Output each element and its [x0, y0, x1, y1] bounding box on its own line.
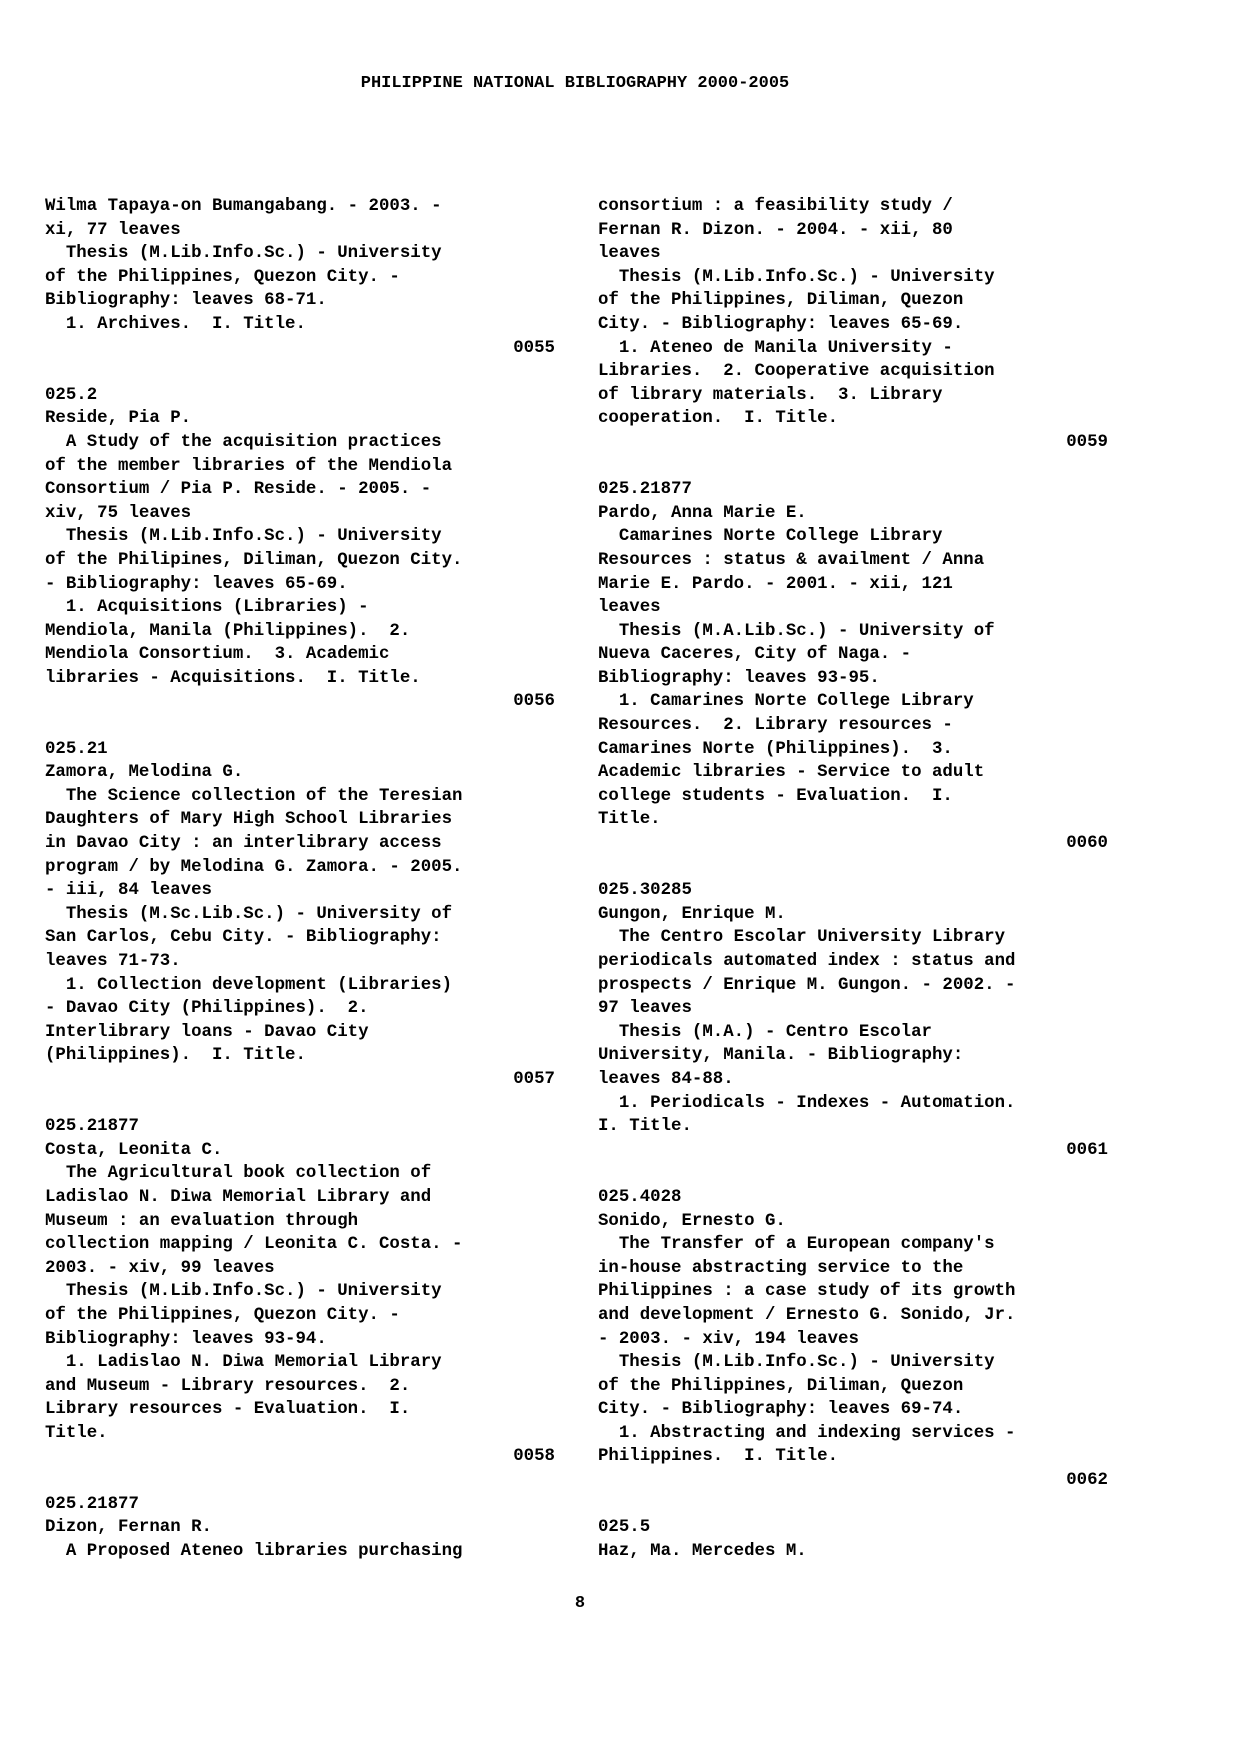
entry-line: Nueva Caceres, City of Naga. -	[598, 645, 912, 665]
entry-line: Libraries. 2. Cooperative acquisition	[598, 362, 995, 382]
entry-line: San Carlos, Cebu City. - Bibliography:	[45, 928, 442, 948]
entry-line: 025.21	[45, 739, 108, 759]
record-number: 0062	[1066, 1471, 1108, 1491]
entry-line: 1. Collection development (Libraries)	[45, 975, 453, 995]
entry-line: 025.30285	[598, 881, 692, 901]
entry-line: Ladislao N. Diwa Memorial Library and	[45, 1187, 432, 1207]
entry-line: 1. Ladislao N. Diwa Memorial Library	[45, 1353, 442, 1373]
entry-line: leaves	[598, 598, 661, 618]
left-column	[45, 195, 555, 1563]
entry-line: A Study of the acquisition practices	[45, 432, 442, 452]
entry-line: Thesis (M.A.) - Centro Escolar	[598, 1022, 932, 1042]
entry-line: The Agricultural book collection of	[45, 1164, 432, 1184]
entry-line: Bibliography: leaves 68-71.	[45, 291, 327, 311]
entry-line: Wilma Tapaya-on Bumangabang. - 2003. -	[45, 197, 442, 216]
entry-line: collection mapping / Leonita C. Costa. -	[45, 1235, 463, 1255]
entry-line: 1. Abstracting and indexing services -	[598, 1423, 1016, 1443]
record-number: 0061	[1066, 1140, 1108, 1160]
entry-line: 1. Periodicals - Indexes - Automation.	[598, 1093, 1016, 1113]
entry-line: college students - Evaluation. I.	[598, 786, 953, 806]
entry-line: 025.2	[45, 385, 98, 405]
entry-line: City. - Bibliography: leaves 65-69.	[598, 314, 964, 334]
entry-line: I. Title.	[598, 1117, 692, 1137]
entry-line: The Centro Escolar University Library	[598, 928, 1006, 948]
blank-line	[45, 1092, 555, 1116]
entry-line: 1. Acquisitions (Libraries) -	[45, 598, 369, 618]
entry-line: Resources : status & availment / Anna	[598, 550, 985, 570]
entry-line: Camarines Norte (Philippines). 3.	[598, 739, 953, 759]
entry-line: - iii, 84 leaves	[45, 881, 212, 901]
entry-line: of the Philippines, Quezon City. -	[45, 267, 400, 287]
entry-line: of the Philippines, Diliman, Quezon	[598, 291, 964, 311]
entry-line: leaves	[598, 244, 661, 264]
entry-line: Museum : an evaluation through	[45, 1211, 359, 1231]
entry-line: 025.21877	[45, 1494, 139, 1514]
record-number: 0056	[513, 692, 555, 712]
entry-line: in-house abstracting service to the	[598, 1258, 964, 1278]
blank-line	[598, 856, 1108, 880]
record-number: 0060	[1066, 834, 1108, 854]
entry-line: Thesis (M.Lib.Info.Sc.) - University	[598, 1353, 995, 1373]
entry-line: Gungon, Enrique M.	[598, 904, 786, 924]
entry-line: Bibliography: leaves 93-95.	[598, 668, 880, 688]
entry-line: Bibliography: leaves 93-94.	[45, 1329, 327, 1349]
record-number: 0059	[1066, 432, 1108, 452]
entry-line: Camarines Norte College Library	[598, 527, 943, 547]
entry-line: Academic libraries - Service to adult	[598, 763, 985, 783]
entry-line: Thesis (M.Lib.Info.Sc.) - University	[45, 527, 442, 547]
entry-line: - 2003. - xiv, 194 leaves	[598, 1329, 859, 1349]
entry-line: Reside, Pia P.	[45, 409, 192, 429]
entry-line: Sonido, Ernesto G.	[598, 1211, 786, 1231]
blank-line	[598, 1162, 1108, 1186]
right-column	[598, 195, 1108, 1563]
entry-line: Library resources - Evaluation. I.	[45, 1400, 411, 1420]
entry-line: prospects / Enrique M. Gungon. - 2002. -	[598, 975, 1016, 995]
entry-line: 025.21877	[598, 480, 692, 500]
entry-line: 025.21877	[45, 1117, 139, 1137]
entry-line: of the member libraries of the Mendiola	[45, 456, 453, 476]
entry-line: Pardo, Anna Marie E.	[598, 503, 807, 523]
entry-line: Consortium / Pia P. Reside. - 2005. -	[45, 480, 432, 500]
entry-line: - Bibliography: leaves 65-69.	[45, 574, 348, 594]
blank-line	[598, 1493, 1108, 1517]
entry-line: A Proposed Ateneo libraries purchasing	[45, 1541, 463, 1561]
page-number: 8	[574, 1594, 586, 1613]
blank-line	[45, 360, 555, 384]
entry-line: Thesis (M.A.Lib.Sc.) - University of	[598, 621, 995, 641]
entry-line: leaves 71-73.	[45, 952, 181, 971]
entry-line: 025.5	[598, 1518, 651, 1538]
entry-line: City. - Bibliography: leaves 69-74.	[598, 1400, 964, 1420]
entry-line: 97 leaves	[598, 999, 692, 1019]
entry-line: libraries - Acquisitions. I. Title.	[45, 668, 421, 688]
entry-line: Zamora, Melodina G.	[45, 763, 244, 783]
entry-line: cooperation. I. Title.	[598, 409, 839, 429]
entry-line: xiv, 75 leaves	[45, 503, 192, 523]
entry-line: Thesis (M.Sc.Lib.Sc.) - University of	[45, 904, 453, 924]
entry-line: of library materials. 3. Library	[598, 385, 943, 405]
record-number: 0055	[513, 338, 555, 358]
entry-line: and Museum - Library resources. 2.	[45, 1376, 411, 1396]
entry-line: Thesis (M.Lib.Info.Sc.) - University	[598, 267, 995, 287]
entry-line: Philippines : a case study of its growth	[598, 1282, 1016, 1302]
page-header: PHILIPPINE NATIONAL BIBLIOGRAPHY 2000-2005	[360, 74, 790, 93]
entry-line: of the Philippines, Quezon City. -	[45, 1305, 400, 1325]
record-number: 0057	[513, 1069, 555, 1089]
blank-line	[45, 714, 555, 738]
entry-line: The Science collection of the Teresian	[45, 786, 463, 806]
entry-line: consortium : a feasibility study /	[598, 197, 953, 216]
entry-line: Marie E. Pardo. - 2001. - xii, 121	[598, 574, 953, 594]
record-number: 0058	[513, 1447, 555, 1467]
entry-line: Haz, Ma. Mercedes M.	[598, 1541, 807, 1561]
entry-line: of the Philippines, Diliman, Quezon	[598, 1376, 964, 1396]
blank-line	[45, 1469, 555, 1493]
entry-line: Philippines. I. Title.	[598, 1447, 839, 1467]
entry-line: 025.4028	[598, 1187, 682, 1207]
entry-line: 1. Archives. I. Title.	[45, 314, 306, 334]
entry-line: The Transfer of a European company's	[598, 1235, 995, 1255]
entry-line: leaves 84-88.	[598, 1069, 734, 1089]
entry-line: and development / Ernesto G. Sonido, Jr.	[598, 1305, 1016, 1325]
entry-line: Daughters of Mary High School Libraries	[45, 810, 453, 830]
entry-line: Title.	[45, 1423, 108, 1443]
entry-line: Interlibrary loans - Davao City	[45, 1022, 369, 1042]
entry-line: Mendiola Consortium. 3. Academic	[45, 645, 390, 665]
entry-line: 1. Camarines Norte College Library	[598, 692, 974, 712]
entry-line: Title.	[598, 810, 661, 830]
entry-line: Mendiola, Manila (Philippines). 2.	[45, 621, 411, 641]
entry-line: of the Philipines, Diliman, Quezon City.	[45, 550, 463, 570]
entry-line: program / by Melodina G. Zamora. - 2005.	[45, 857, 463, 877]
entry-line: Fernan R. Dizon. - 2004. - xii, 80	[598, 220, 953, 240]
entry-line: 2003. - xiv, 99 leaves	[45, 1258, 275, 1278]
entry-line: (Philippines). I. Title.	[45, 1046, 306, 1066]
entry-line: Thesis (M.Lib.Info.Sc.) - University	[45, 1282, 442, 1302]
entry-line: - Davao City (Philippines). 2.	[45, 999, 369, 1019]
entry-line: periodicals automated index : status and	[598, 952, 1016, 971]
entry-line: xi, 77 leaves	[45, 220, 181, 240]
blank-line	[598, 455, 1108, 479]
entry-line: University, Manila. - Bibliography:	[598, 1046, 964, 1066]
entry-line: Thesis (M.Lib.Info.Sc.) - University	[45, 244, 442, 264]
entry-line: Resources. 2. Library resources -	[598, 716, 953, 736]
entry-line: Costa, Leonita C.	[45, 1140, 223, 1160]
entry-line: 1. Ateneo de Manila University -	[598, 338, 953, 358]
entry-line: in Davao City : an interlibrary access	[45, 834, 442, 854]
entry-line: Dizon, Fernan R.	[45, 1518, 212, 1538]
